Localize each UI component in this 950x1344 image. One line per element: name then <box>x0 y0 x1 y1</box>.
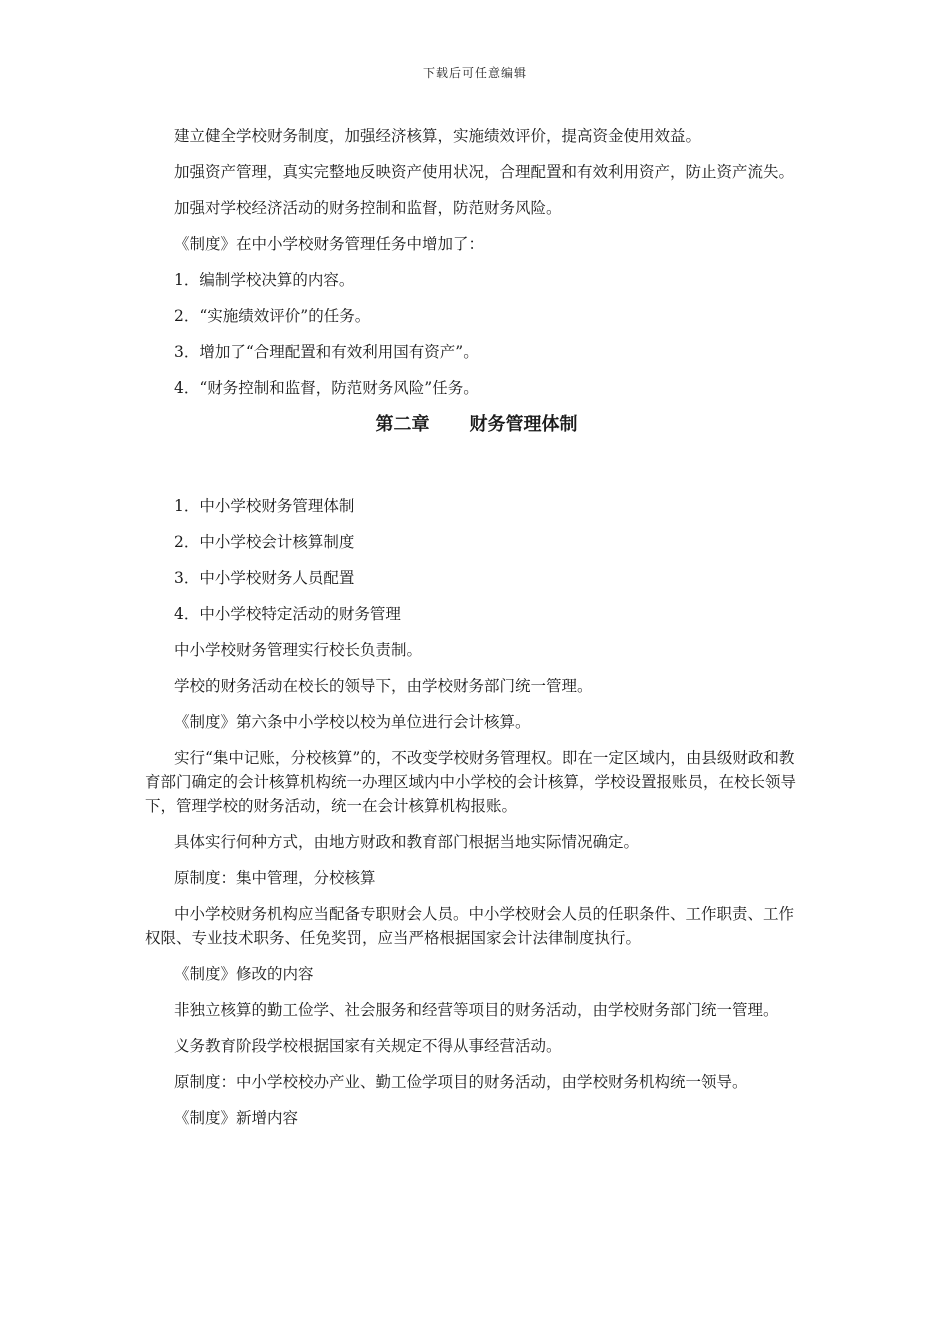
paragraph: 《制度》第六条中小学校以校为单位进行会计核算。 <box>174 713 531 731</box>
list-item: 2．“实施绩效评价”的任务。 <box>174 307 371 325</box>
paragraph: 《制度》新增内容 <box>174 1109 299 1127</box>
paragraph: 非独立核算的勤工俭学、社会服务和经营等项目的财务活动，由学校财务部门统一管理。 <box>174 1001 779 1019</box>
list-item: 1．编制学校决算的内容。 <box>174 271 355 289</box>
paragraph: 学校的财务活动在校长的领导下，由学校财务部门统一管理。 <box>174 677 593 695</box>
paragraph: 中小学校财务机构应当配备专职财会人员。中小学校财会人员的任职条件、工作职责、工作权限、专业技术职务、任免奖罚，应当严格根据国家会计法律制度执行。 <box>145 905 795 947</box>
list-item: 4．中小学校特定活动的财务管理 <box>174 605 401 623</box>
list-item: 2．中小学校会计核算制度 <box>174 533 355 551</box>
chapter-number: 第二章 <box>375 414 430 435</box>
chapter-heading <box>145 412 808 438</box>
list-item: 3．中小学校财务人员配置 <box>174 569 355 587</box>
paragraph: 原制度：集中管理，分校核算 <box>174 869 376 887</box>
list-item: 3．增加了“合理配置和有效利用国有资产”。 <box>174 343 479 361</box>
paragraph: 加强资产管理，真实完整地反映资产使用状况，合理配置和有效利用资产，防止资产流失。 <box>174 163 795 181</box>
paragraph: 《制度》在中小学校财务管理任务中增加了： <box>174 235 485 253</box>
paragraph: 具体实行何种方式，由地方财政和教育部门根据当地实际情况确定。 <box>174 833 640 851</box>
paragraph: 原制度：中小学校校办产业、勤工俭学项目的财务活动，由学校财务机构统一领导。 <box>174 1073 748 1091</box>
document-body <box>145 124 808 1142</box>
paragraph: 中小学校财务管理实行校长负责制。 <box>174 641 423 659</box>
paragraph: 《制度》修改的内容 <box>174 965 314 983</box>
list-item: 4．“财务控制和监督，防范财务风险”任务。 <box>174 379 479 397</box>
chapter-title: 财务管理体制 <box>469 414 578 435</box>
paragraph: 建立健全学校财务制度，加强经济核算，实施绩效评价，提高资金使用效益。 <box>174 127 702 145</box>
list-item: 1．中小学校财务管理体制 <box>174 497 355 515</box>
paragraph: 加强对学校经济活动的财务控制和监督，防范财务风险。 <box>174 199 562 217</box>
paragraph: 义务教育阶段学校根据国家有关规定不得从事经营活动。 <box>174 1037 562 1055</box>
paragraph: 实行“集中记账，分校核算”的，不改变学校财务管理权。即在一定区域内，由县级财政和教育部门确定的会计核算机构统一办理区域内中小学校的会计核算，学校设置报账员，在校长领导下，管理学校的财务活动，统一在会计核算机构报账。 <box>145 749 797 815</box>
page-header: 下载后可任意编辑 <box>422 66 527 80</box>
